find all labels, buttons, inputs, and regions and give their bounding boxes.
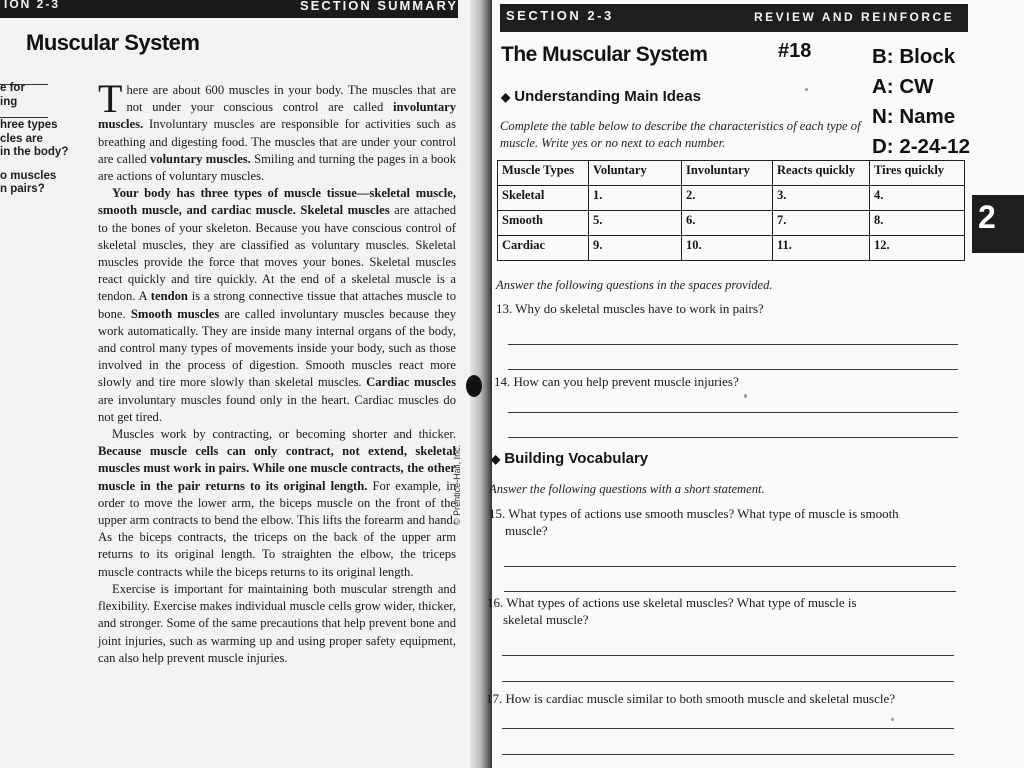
- answer-cell[interactable]: 3.: [773, 186, 870, 211]
- punch-hole: [466, 375, 482, 397]
- assignment-number: #18: [778, 40, 812, 62]
- summary-text: Smiling and turning the pages in a book are actions of voluntary muscles.: [98, 151, 457, 184]
- question-number: 15.: [489, 506, 506, 521]
- side-note: ing: [0, 95, 18, 108]
- summary-text: are involuntary muscles found only in the heart. Cardiac muscles do not get tired.: [98, 392, 456, 424]
- bold-term: Cardiac muscles: [366, 375, 456, 390]
- summary-paragraph: [98, 76, 457, 185]
- answer-cell[interactable]: 9.: [589, 236, 682, 261]
- scan-speck: [805, 88, 808, 91]
- left-header-title: SECTION SUMMARY: [300, 0, 459, 13]
- bold-term: tendon: [150, 289, 188, 304]
- copyright-notice: © Prentice-Hall, Inc.: [452, 444, 462, 525]
- bold-term: voluntary muscles.: [149, 151, 251, 166]
- worksheet-title: The Muscular System: [501, 43, 708, 66]
- summary-text: here are about 600 muscles in your body. The muscles that are not under your conscious control are called: [126, 83, 456, 115]
- table-row-label: Skeletal: [498, 186, 589, 211]
- table-row: [498, 236, 965, 261]
- side-note: hree types: [0, 119, 58, 131]
- answer-cell[interactable]: 12.: [870, 236, 965, 261]
- answer-line[interactable]: [508, 437, 958, 438]
- left-page: [0, 0, 470, 768]
- question-13: [496, 300, 896, 317]
- answer-cell[interactable]: 5.: [589, 211, 682, 236]
- question-15: [489, 505, 900, 539]
- summary-paragraph: [98, 185, 456, 426]
- answer-line[interactable]: [508, 369, 958, 370]
- section-heading-vocabulary: ◆ Building Vocabulary: [491, 450, 649, 467]
- bold-term: Your body has three types of muscle tissue—skeletal muscle, smooth muscle, and cardiac muscle. Skeletal muscles: [98, 186, 456, 218]
- muscle-types-table: [497, 160, 965, 261]
- summary-text: Involuntary muscles are responsible for activities such as breathing and digesting food. The muscles that are under your control are called: [98, 117, 456, 166]
- drop-cap: T: [98, 76, 123, 121]
- heading-info: [872, 42, 970, 162]
- question-number: 14.: [494, 374, 511, 389]
- answer-cell[interactable]: 11.: [773, 236, 870, 261]
- side-note: o muscles: [0, 169, 57, 182]
- answer-line[interactable]: [504, 566, 956, 567]
- question-number: 17.: [486, 691, 503, 706]
- table-header: Involuntary: [682, 161, 773, 186]
- question-text: What types of actions use smooth muscles? What type of muscle is smooth muscle?: [505, 506, 899, 538]
- answer-cell[interactable]: 2.: [682, 186, 773, 211]
- side-note: e for: [0, 82, 25, 94]
- diamond-icon: ◆: [491, 452, 501, 466]
- table-header: Tires quickly: [870, 161, 965, 186]
- diamond-icon: ◆: [501, 90, 511, 104]
- table-header: Muscle Types: [498, 161, 589, 186]
- vocabulary-instruction: Answer the following questions with a short statement.: [489, 482, 765, 496]
- left-header-fragment: ION 2-3: [4, 0, 61, 11]
- answer-line[interactable]: [502, 681, 954, 682]
- question-number: 16.: [487, 595, 504, 610]
- answer-cell[interactable]: 4.: [870, 186, 965, 211]
- section-summary-title: Muscular System: [26, 30, 200, 55]
- answer-instruction: Answer the following questions in the spaces provided.: [496, 278, 773, 292]
- question-16: [487, 594, 898, 628]
- bold-term: Smooth muscles: [130, 306, 220, 321]
- scan-speck: [891, 718, 894, 721]
- heading-info-line: N: Name: [872, 105, 956, 128]
- summary-text: are attached to the bones of your skeleton. Because you have conscious control of skeletal muscles, they are classified as voluntary muscles. Skeletal muscles provide the force that moves your bones. Skeletal muscles react quickly and tire quickly. At the end of a skeletal muscle is a tendon. A: [98, 203, 457, 304]
- table-row: [498, 186, 965, 211]
- answer-line[interactable]: [508, 412, 958, 413]
- question-text: What types of actions use skeletal muscles? What type of muscle is skeletal muscle?: [503, 595, 857, 627]
- summary-paragraph: [98, 426, 456, 581]
- answer-cell[interactable]: 8.: [870, 211, 965, 236]
- question-text: How is cardiac muscle similar to both smooth muscle and skeletal muscle?: [505, 691, 896, 706]
- question-text: How can you help prevent muscle injuries?: [513, 374, 739, 389]
- table-instruction: Complete the table below to describe the characteristics of each type of muscle. Write yes or no next to each number.: [500, 119, 861, 150]
- summary-paragraph: [98, 581, 456, 667]
- section-heading-main-ideas: ◆ Understanding Main Ideas: [501, 88, 701, 105]
- answer-line[interactable]: [504, 591, 956, 592]
- table-row-label: Smooth: [498, 211, 589, 236]
- heading-info-line: B: Block: [872, 45, 956, 68]
- heading-info-line: D: 2-24-12: [872, 135, 970, 158]
- answer-cell[interactable]: 10.: [682, 236, 773, 261]
- question-14: [494, 373, 894, 390]
- summary-text: For example, in order to move the lower arm, the biceps muscle on the front of the upper arm contracts to bend the elbow. This lifts the forearm and hand. As the biceps contracts, the triceps on the back of the upper arm returns to its original length. To straighten the elbow, the triceps muscle contracts while the biceps returns to its original length.: [98, 478, 456, 579]
- summary-text: are called involuntary muscles because they work automatically. They are inside many internal organs of the body, and control many types of movements inside your body, such as those involved in the process of digestion. Smooth muscles react more slowly and tire more slowly than skeletal muscles.: [98, 306, 457, 390]
- table-row: [498, 211, 965, 236]
- scan-speck: [744, 394, 747, 398]
- side-note: n pairs?: [0, 183, 45, 195]
- bold-term: Because muscle cells can only contract, not extend, skeletal muscles must work in pairs. While one muscle contracts, the other muscle in the pair returns to its original length.: [98, 444, 456, 493]
- summary-text: Muscles work by contracting, or becoming shorter and thicker.: [112, 427, 456, 442]
- table-header: Reacts quickly: [773, 161, 870, 186]
- answer-cell[interactable]: 6.: [682, 211, 773, 236]
- chapter-tab-number: 2: [978, 199, 996, 235]
- chapter-tab: [972, 195, 1024, 253]
- answer-cell[interactable]: 1.: [589, 186, 682, 211]
- bold-term: involuntary muscles.: [98, 100, 456, 132]
- question-number: 13.: [496, 301, 513, 316]
- side-notes: [0, 82, 80, 197]
- heading-info-line: A: CW: [872, 75, 934, 98]
- section-label: SECTION 2-3: [506, 8, 614, 23]
- side-note: cles are: [0, 132, 43, 145]
- question-17: [486, 690, 906, 707]
- summary-text: is a strong connective tissue that attaches muscle to bone.: [98, 289, 456, 321]
- answer-line[interactable]: [508, 344, 958, 345]
- answer-line[interactable]: [502, 754, 954, 755]
- review-reinforce-label: REVIEW AND REINFORCE: [754, 10, 955, 24]
- table-header-row: [498, 161, 965, 186]
- side-note: in the body?: [0, 146, 69, 158]
- table-header: Voluntary: [589, 161, 682, 186]
- table-row-label: Cardiac: [498, 236, 589, 261]
- answer-line[interactable]: [502, 655, 954, 656]
- answer-line[interactable]: [502, 728, 954, 729]
- summary-text: Exercise is important for maintaining both muscular strength and flexibility. Exercise makes individual muscle cells grow wider, thicker, and stronger. Some of the same precautions that help prevent bone and joint injuries, such as warming up and using proper safety equipment, can also help prevent muscle injuries.: [98, 581, 456, 665]
- question-text: Why do skeletal muscles have to work in pairs?: [515, 301, 764, 316]
- answer-cell[interactable]: 7.: [773, 211, 870, 236]
